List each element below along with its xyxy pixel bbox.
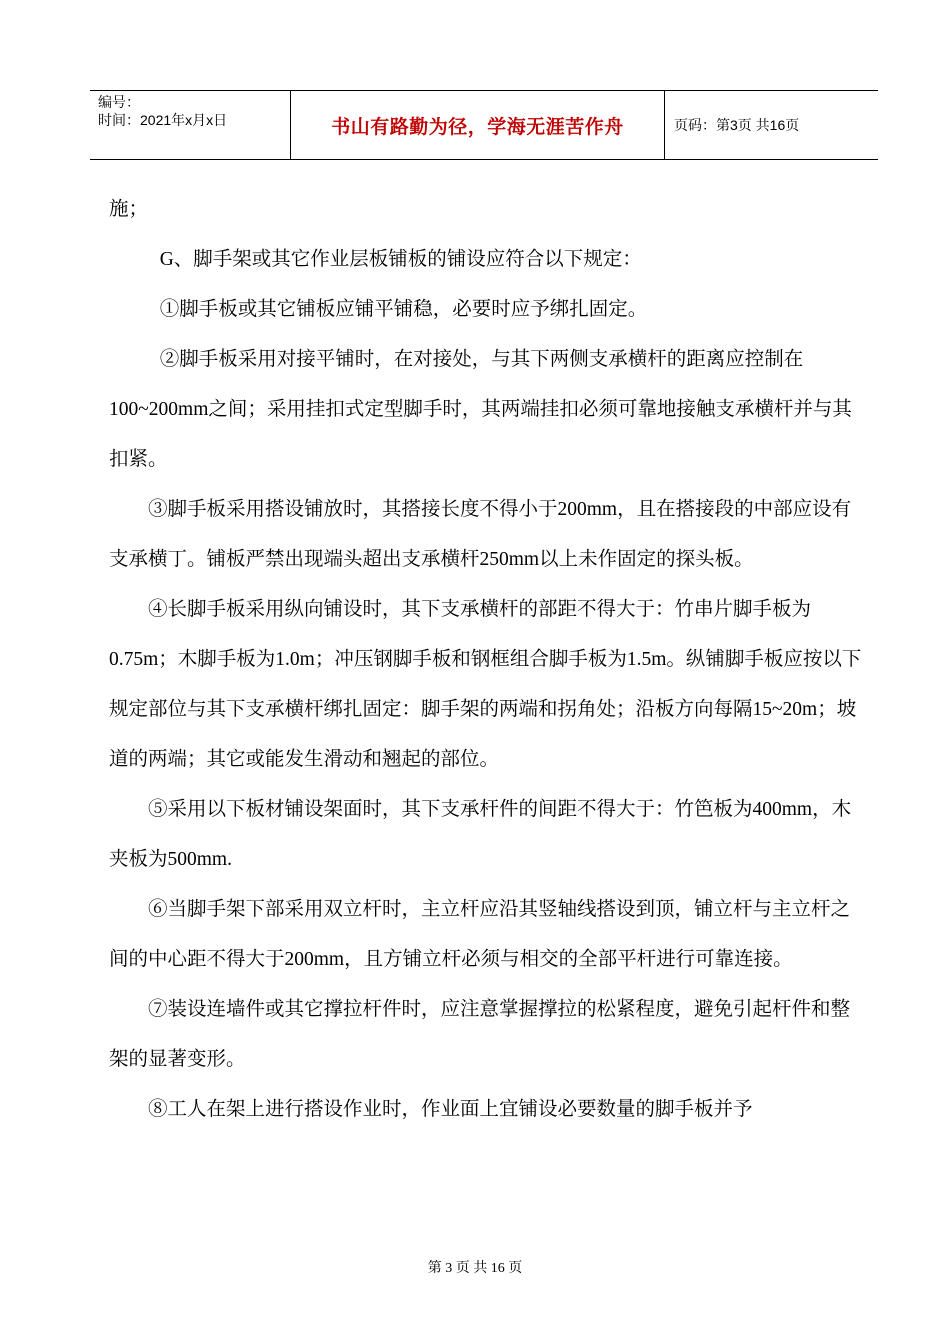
header-table — [90, 90, 878, 160]
header-motto: 书山有路勤为径，学海无涯苦作舟 — [331, 115, 624, 138]
paragraph: G、脚手架或其它作业层板铺板的铺设应符合以下规定： — [159, 249, 642, 270]
header-motto-cell — [290, 91, 665, 159]
paragraph: ④长脚手板采用纵向铺设时，其下支承横杆的部距不得大于：竹串片脚手板为0.75m；木脚手板为1.0m；冲压钢脚手板和钢框组合脚手板为1.5m。纵铺脚手板应按以下规定部位与其下支承横杆绑扎固定：脚手架的两端和拐角处；沿板方向每隔15~20m；坡道的两端；其它或能发生滑动和翘起的部位。 — [109, 599, 862, 770]
paragraph: ③脚手板采用搭设铺放时，其搭接长度不得小于200mm，且在搭接段的中部应设有支承横丁。铺板严禁出现端头超出支承横杆250mm以上未作固定的探头板。 — [109, 499, 852, 570]
page-footer: 第 3 页 共 16 页 — [427, 1261, 523, 1276]
paragraph: ⑦装设连墙件或其它撑拉杆件时，应注意掌握撑拉的松紧程度，避免引起杆件和整架的显著变形。 — [109, 999, 851, 1070]
document-body — [109, 185, 869, 1135]
document-time-label: 时间：2021年x月x日 — [98, 112, 228, 128]
header-meta-cell — [90, 91, 290, 159]
paragraph: ⑥当脚手架下部采用双立杆时，主立杆应沿其竖轴线搭设到顶，铺立杆与主立杆之间的中心距不得大于200mm，且方铺立杆必须与相交的全部平杆进行可靠连接。 — [109, 899, 851, 970]
paragraph: 施； — [109, 199, 149, 220]
paragraph: ⑤采用以下板材铺设架面时，其下支承杆件的间距不得大于：竹笆板为400mm，木夹板为500mm. — [109, 799, 852, 870]
document-number-label: 编号： — [98, 94, 140, 110]
paragraph: ②脚手板采用对接平铺时，在对接处，与其下两侧支承横杆的距离应控制在100~200mm之间；采用挂扣式定型脚手时，其两端挂扣必须可靠地接触支承横杆并与其扣紧。 — [109, 349, 852, 470]
paragraph: ⑧工人在架上进行搭设作业时，作业面上宜铺设必要数量的脚手板并予 — [148, 1099, 753, 1120]
header-page-number: 页码：第3页 共16页 — [674, 117, 800, 133]
header-page-cell — [664, 91, 878, 159]
paragraph: ①脚手板或其它铺板应铺平铺稳，必要时应予绑扎固定。 — [159, 299, 648, 320]
